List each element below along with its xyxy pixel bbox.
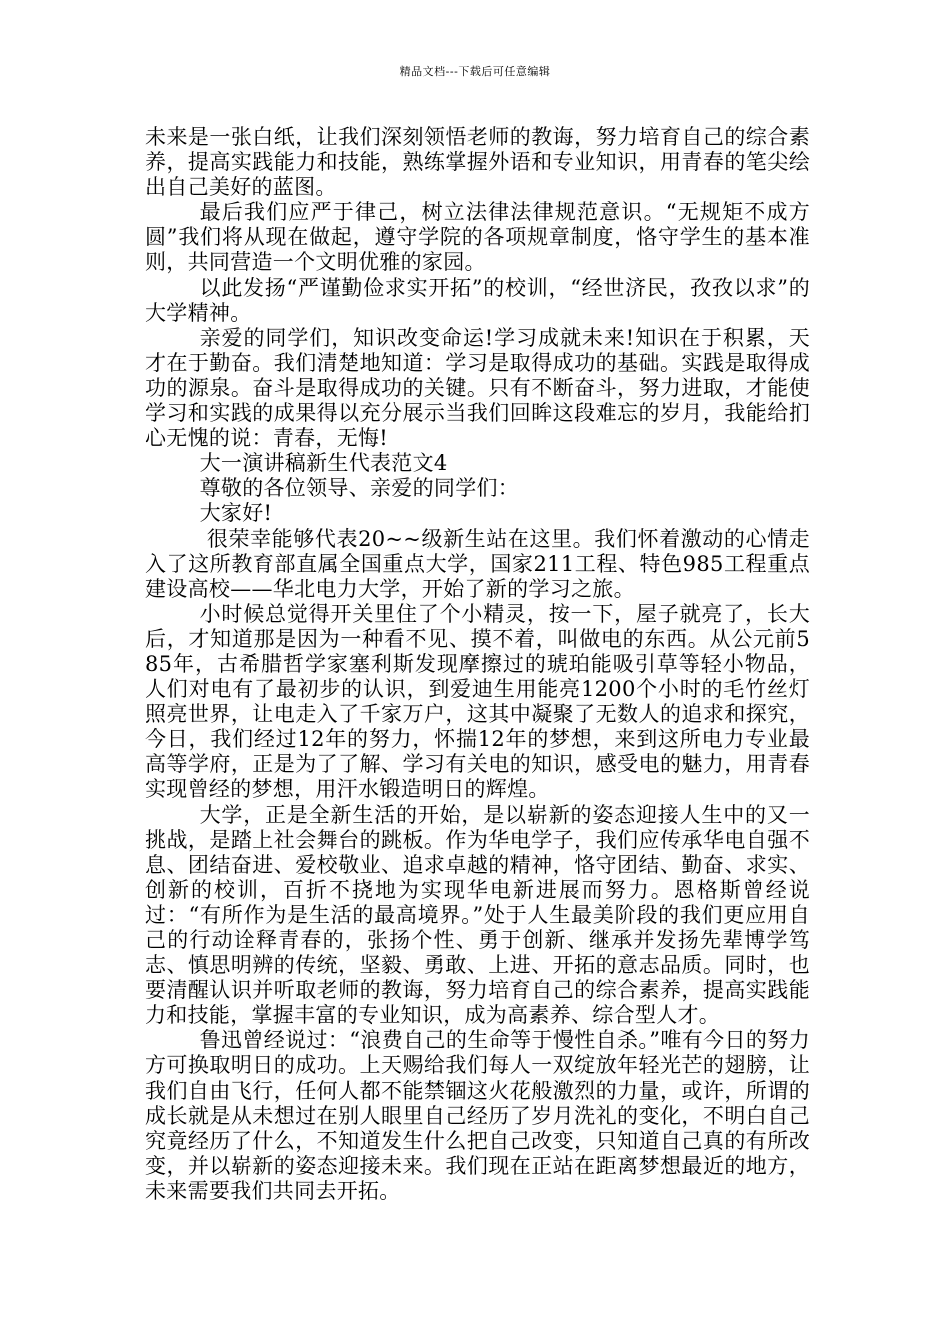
document-body xyxy=(145,125,810,1204)
salutation: 尊敬的各位领导、亲爱的同学们： xyxy=(199,476,520,501)
paragraph: 未来是一张白纸，让我们深刻领悟老师的教诲，努力培育自己的综合素养，提高实践能力和技能，熟练掌握外语和专业知识，用青春的笔尖绘出自己美好的蓝图。 xyxy=(145,125,810,200)
paragraph: 亲爱的同学们，知识改变命运!学习成就未来!知识在于积累，天才在于勤奋。我们清楚地知道：学习是取得成功的基础。实践是取得成功的源泉。奋斗是取得成功的关键。只有不断奋斗，努力进取，才能使学习和实践的成果得以充分展示当我们回眸这段难忘的岁月，我能给扪心无愧的说：青春，无悔! xyxy=(145,325,810,451)
greeting: 大家好! xyxy=(199,501,273,526)
paragraph: 鲁迅曾经说过：“浪费自己的生命等于慢性自杀。”唯有今日的努力方可换取明日的成功。上天赐给我们每人一双绽放年轻光芒的翅膀，让我们自由飞行，任何人都不能禁锢这火花般激烈的力量，或许，所谓的成长就是从未想过在别人眼里自己经历了岁月洗礼的变化，不明白自己究竟经历了什么，不知道发生什么把自己改变，只知道自己真的有所改变，并以崭新的姿态迎接未来。我们现在正站在距离梦想最近的地方，未来需要我们共同去开拓。 xyxy=(145,1028,810,1203)
paragraph: 小时候总觉得开关里住了个小精灵，按一下，屋子就亮了，长大后，才知道那是因为一种看不见、摸不着，叫做电的东西。从公元前585年，古希腊哲学家塞利斯发现摩擦过的琥珀能吸引草等轻小物品，人们对电有了最初步的认识，到爱迪生用能亮1200个小时的毛竹丝灯照亮世界，让电走入了千家万户，这其中凝聚了无数人的追求和探究，今日，我们经过12年的努力，怀揣12年的梦想，来到这所电力专业最高等学府，正是为了了解、学习有关电的知识，感受电的魅力，用青春实现曾经的梦想，用汗水锻造明日的辉煌。 xyxy=(145,601,810,802)
paragraph: 很荣幸能够代表20~~级新生站在这里。我们怀着激动的心情走入了这所教育部直属全国重点大学，国家211工程、特色985工程重点建设高校——华北电力大学，开始了新的学习之旅。 xyxy=(145,526,810,601)
page-header: 精品文档---下载后可任意编辑 xyxy=(399,65,551,78)
paragraph: 大学，正是全新生活的开始，是以崭新的姿态迎接人生中的又一挑战，是踏上社会舞台的跳板。作为华电学子，我们应传承华电自强不息、团结奋进、爱校敬业、追求卓越的精神，恪守团结、勤奋、求实、创新的校训，百折不挠地为实现华电新进展而努力。恩格斯曾经说过：“有所作为是生活的最高境界。”处于人生最美阶段的我们更应用自己的行动诠释青春的，张扬个性、勇于创新、继承并发扬先辈博学笃志、慎思明辨的传统，坚毅、勇敢、上进、开拓的意志品质。同时，也要清醒认识并听取老师的教诲，努力培育自己的综合素养，提高实践能力和技能，掌握丰富的专业知识，成为高素养、综合型人才。 xyxy=(145,802,810,1028)
section-heading: 大一演讲稿新生代表范文4 xyxy=(199,451,448,476)
paragraph: 最后我们应严于律己，树立法律法律规范意识。“无规矩不成方圆”我们将从现在做起，遵守学院的各项规章制度，恪守学生的基本准则，共同营造一个文明优雅的家园。 xyxy=(145,200,810,275)
paragraph: 以此发扬“严谨勤俭求实开拓”的校训，“经世济民，孜孜以求”的大学精神。 xyxy=(145,275,810,325)
